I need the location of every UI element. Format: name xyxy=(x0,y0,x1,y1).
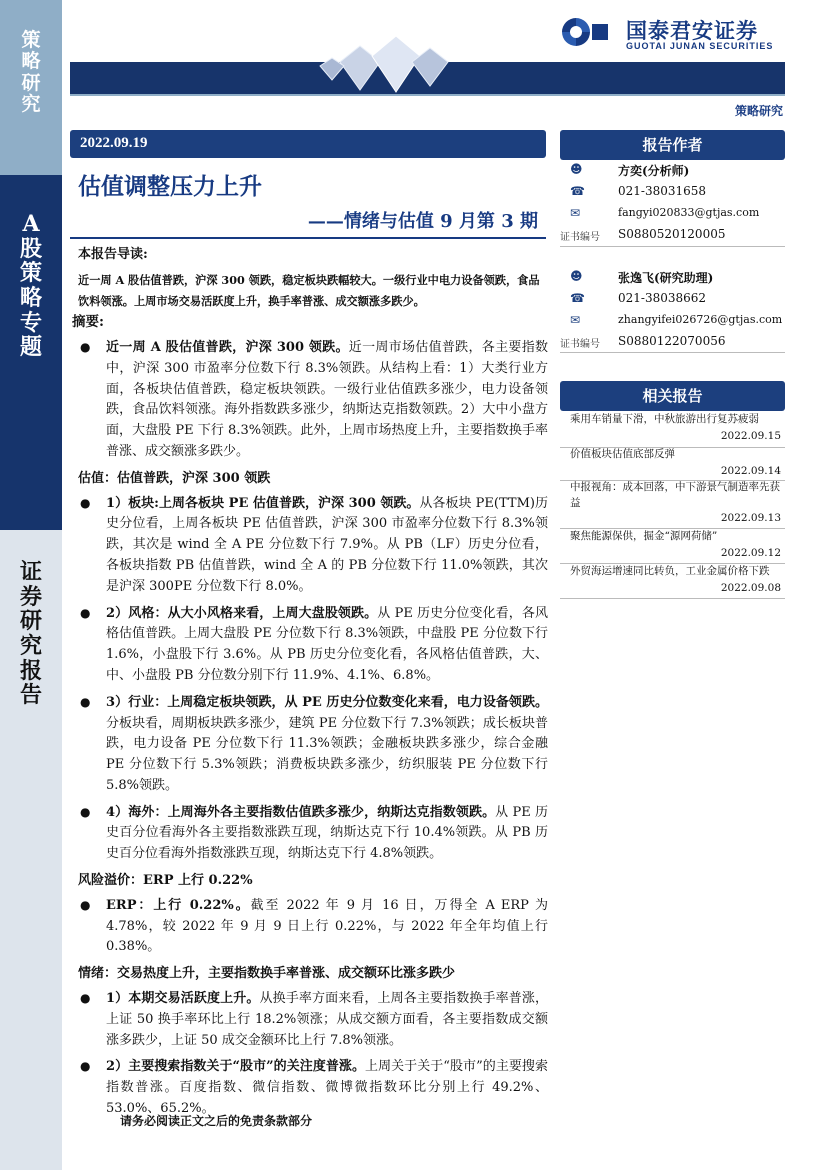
sidebar-category-label: 策略研究 xyxy=(21,29,41,115)
page-title: 估值调整压力上升 xyxy=(78,173,262,200)
company-logo xyxy=(558,12,788,54)
sentiment-heading: 情绪：交易热度上升，主要指数换手率普涨、成交额环比涨多跌少 xyxy=(78,966,456,982)
logo-chinese-name: 国泰君安证券 xyxy=(626,19,758,43)
related-divider xyxy=(560,598,785,599)
bullet-icon: ● xyxy=(80,495,91,510)
date-bar xyxy=(70,130,546,158)
person-icon: ☻ xyxy=(570,269,583,283)
sentiment-bullet-search: ● 2）主要搜索指数关于“股市”的关注度普涨。上周关于关于“股市”的主要搜索指数普涨。百度指数、微信指数、微博微指数环比分别上行 49.2%、53.0%、65.2%。 xyxy=(80,1059,548,1117)
related-report-title[interactable]: 聚焦能源保供，掘金“源网荷储” xyxy=(570,530,718,542)
author-name: 方奕(分析师) xyxy=(618,164,690,178)
related-report-date: 2022.09.15 xyxy=(720,430,781,442)
authors-heading: 报告作者 xyxy=(560,130,785,160)
bullet-icon: ● xyxy=(80,1059,91,1074)
sidebar-series-label: A股策略专题 xyxy=(19,211,42,361)
banner-underline xyxy=(70,94,785,96)
cert-label: 证书编号 xyxy=(560,232,600,243)
bullet-icon: ● xyxy=(80,694,91,709)
email-icon: ✉ xyxy=(570,313,581,327)
sidebar-report-label: 证券研究报告 xyxy=(19,559,42,709)
phone-icon: ☎ xyxy=(570,291,585,305)
author-email[interactable]: fangyi020833@gtjas.com xyxy=(618,206,760,219)
related-report-title[interactable]: 外贸海运增速同比转负，工业金属价格下跌 xyxy=(570,565,770,577)
risk-premium-bullet: ● ERP：上行 0.22%。截至 2022 年 9 月 16 日，万得全 A ERP 为 4.78%，较 2022 年 9 月 9 日上行 0.22%，与 2022 年全年均值上行 0.38%。 xyxy=(80,897,548,955)
cert-label: 证书编号 xyxy=(560,339,600,350)
valuation-heading: 估值：估值普跌，沪深 300 领跌 xyxy=(78,470,271,486)
report-type-label: 策略研究 xyxy=(734,104,783,118)
author-divider xyxy=(560,352,785,353)
author-email[interactable]: zhangyifei026726@gtjas.com xyxy=(618,313,783,326)
main-content xyxy=(72,245,548,1126)
related-report-date: 2022.09.12 xyxy=(720,547,781,559)
diamond-graphic-icon xyxy=(300,32,480,102)
report-date: 2022.09.19 xyxy=(80,135,148,151)
related-report-date: 2022.09.14 xyxy=(720,465,781,477)
related-reports-heading: 相关报告 xyxy=(560,381,785,411)
bullet-icon: ● xyxy=(80,605,91,620)
risk-premium-heading: 风险溢价：ERP 上行 0.22% xyxy=(78,873,253,889)
sentiment-bullet-activity: ● 1）本期交易活跃度上升。从换手率方面来看，上周各主要指数换手率普涨，上证 50 换手率环比上行 18.2%领涨；从成交额方面看，各主要指数成交额涨多跌少，上证 50 成交金额环比上行 7.8%领涨。 xyxy=(80,991,548,1048)
bullet-icon: ● xyxy=(80,339,91,354)
author-cert: S0880520120005 xyxy=(618,227,726,241)
title-divider xyxy=(70,237,546,239)
related-report-title[interactable]: 中报视角：成本回落，中下游景气制造率先获益 xyxy=(570,481,780,509)
author-name: 张逸飞(研究助理) xyxy=(618,271,714,285)
logo-english-name: GUOTAI JUNAN SECURITIES xyxy=(626,41,774,51)
related-report-title[interactable]: 乘用车销量下滑，中秋旅游出行复苏疲弱 xyxy=(570,413,759,425)
bullet-icon: ● xyxy=(80,897,91,912)
related-report-date: 2022.09.08 xyxy=(720,582,781,594)
bullet-icon: ● xyxy=(80,991,91,1006)
author-phone: 021-38038662 xyxy=(618,291,707,305)
page-subtitle: ——情绪与估值 9 月第 3 期 xyxy=(307,211,538,232)
bullet-icon: ● xyxy=(80,804,91,819)
author-phone: 021-38031658 xyxy=(618,184,707,198)
guide-body: 近一周 A 股估值普跌，沪深 300 领跌，稳定板块跌幅较大。一级行业中电力设备领跌，食品饮料领涨。上周市场交易活跃度上升，换手率普涨、成交额涨多跌少。 xyxy=(78,272,540,309)
author-cert: S0880122070056 xyxy=(618,334,726,348)
valuation-bullet-sector: ● 1）板块:上周各板块 PE 估值普跌，沪深 300 领跌。从各板块 PE(TTM)历史分位看，上周各板块 PE 估值普跌，沪深 300 市盈率分位数下行 8.3%领跌，其次是 wind 全 A PE 分位数下行 7.9%。从 PB（LF）历史分位看，各板块指数 PB 估值普跌，wind 全 A 的 PB 分位数下行 11.0%领跌，其次是沪深 300PE 分位数下行 8.0%。 xyxy=(80,495,548,594)
gtja-logo-icon xyxy=(558,14,610,50)
phone-icon: ☎ xyxy=(570,184,585,198)
email-icon: ✉ xyxy=(570,206,581,220)
author-divider xyxy=(560,246,785,247)
valuation-bullet-overseas: ● 4）海外：上周海外各主要指数估值跌多涨少，纳斯达克指数领跌。从 PE 历史百分位看海外各主要指数涨跌互现，纳斯达克下行 10.4%领跌。从 PB 历史百分位看海外指数涨跌互现，纳斯达克下行 4.8%领跌。 xyxy=(80,804,548,862)
footer-disclaimer: 请务必阅读正文之后的免责条款部分 xyxy=(120,1114,313,1128)
abstract-heading: 摘要: xyxy=(72,314,104,331)
person-icon: ☻ xyxy=(570,162,583,176)
guide-heading: 本报告导读: xyxy=(78,247,148,262)
valuation-bullet-industry: ● 3）行业：上周稳定板块领跌，从 PE 历史分位数变化来看，电力设备领跌。分板块看，周期板块跌多涨少，建筑 PE 分位数下行 7.3%领跌；成长板块普跌，电力设备 PE 分位数下行 11.3%领跌；金融板块跌多涨少，综合金融 PE 分位数下行 5.3%领跌；消费板块跌多涨少，纺织服装 PE 分位数下行 5.8%领跌。 xyxy=(80,694,548,793)
related-report-date: 2022.09.13 xyxy=(720,512,781,524)
valuation-bullet-style: ● 2）风格：从大小风格来看，上周大盘股领跌。从 PE 历史分位变化看，各风格估值普跌。上周大盘股 PE 分位数下行 8.3%领跌，中盘股 PE 分位数下行 1.6%，小盘股下行 3.6%。从 PB 历史分位变化看，各风格估值普跌，大、中、小盘股 PB 分位数分别下行 11.9%、4.1%、6.8%。 xyxy=(80,605,548,683)
related-report-title[interactable]: 价值板块估值底部反弹 xyxy=(570,448,675,460)
summary-bullet: ● 近一周 A 股估值普跌，沪深 300 领跌。近一周市场估值普跌，各主要指数中，沪深 300 市盈率分位数下行 8.3%领跌。从结构上看：1）大类行业方面，各板块估值普跌，稳定板块领跌。一级行业估值跌多涨少，电力设备领跌，食品饮料领涨。海外指数跌多涨少，纳斯达克指数领跌。2）大中小盘方面，大盘股 PE 下行 8.3%领跌。此外，上周市场热度上升，主要指数换手率普涨、成交额涨多跌少。 xyxy=(80,339,548,459)
